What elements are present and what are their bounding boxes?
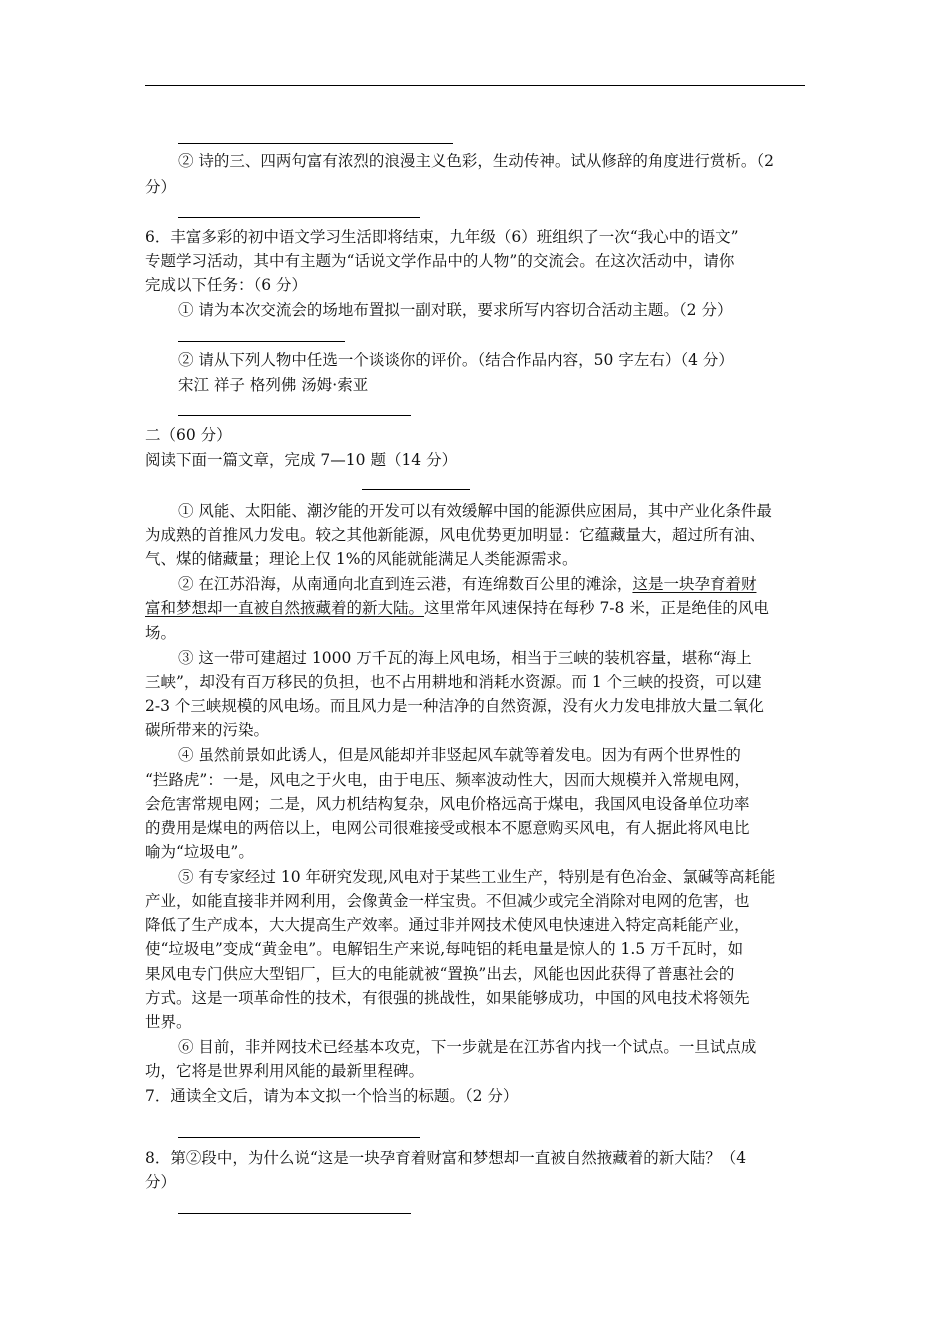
passage-p3: ③ 这一带可建超过 1000 万千瓦的海上风电场，相当于三峡的装机容量，堪称“海上 [178, 649, 752, 667]
passage-p5: 世界。 [145, 1013, 192, 1031]
answer-blank[interactable] [178, 1213, 411, 1214]
passage-p1: 为成熟的首推风力发电。较之其他新能源，风电优势更加明显：它蕴藏量大，超过所有油、 [145, 526, 766, 544]
q6-1-text: ① 请为本次交流会的场地布置拟一副对联，要求所写内容切合活动主题。（2 分） [178, 301, 733, 319]
passage-p4: 喻为“垃圾电”。 [145, 843, 254, 861]
passage-p5: 果风电专门供应大型铝厂，巨大的电能就被“置换”出去，风能也因此获得了普惠社会的 [145, 965, 735, 983]
passage-p3: 2-3 个三峡规模的风电场。而且风力是一种洁净的自然资源，没有火力发电排放大量二氧化 [145, 697, 764, 715]
passage-p2: 场。 [145, 624, 177, 642]
answer-blank[interactable] [178, 217, 420, 218]
passage-p4: 的费用是煤电的两倍以上，电网公司很难接受或根本不愿意购买风电，有人据此将风电比 [145, 819, 750, 837]
q6-text: 专题学习活动，其中有主题为“话说文学作品中的人物”的交流会。在这次活动中，请你 [145, 252, 735, 270]
passage-p4: 会危害常规电网；二是，风力机结构复杂，风电价格远高于煤电，我国风电设备单位功率 [145, 795, 750, 813]
passage-p2-text: ② 在江苏沿海，从南通向北直到连云港，有连绵数百公里的滩涂， [178, 575, 633, 593]
answer-blank[interactable] [178, 143, 453, 144]
passage-p2 [145, 572, 807, 596]
q8-text-cont: 分） [145, 1173, 177, 1191]
underlined-sentence: 这是一块孕育着财 [632, 575, 757, 593]
passage-p3: 三峡”，却没有百万移民的负担，也不占用耕地和消耗水资源。而 1 个三峡的投资，可以建 [145, 673, 762, 691]
passage-p2-text: 这里常年风速保持在每秒 7-8 米，正是绝佳的风电 [424, 599, 769, 617]
passage-p1: 气、煤的储藏量；理论上仅 1%的风能就能满足人类能源需求。 [145, 550, 578, 568]
q5-2-text: ② 诗的三、四两句富有浓烈的浪漫主义色彩，生动传神。试从修辞的角度进行赏析。（2 [178, 152, 775, 170]
q7-text: 7．通读全文后，请为本文拟一个恰当的标题。（2 分） [145, 1087, 519, 1105]
passage-p5: 产业，如能直接非并网利用，会像黄金一样宝贵。不但减少或完全消除对电网的危害，也 [145, 892, 750, 910]
q6-names: 宋江 祥子 格列佛 汤姆·索亚 [178, 376, 369, 394]
section-2-intro: 阅读下面一篇文章，完成 7—10 题（14 分） [145, 451, 458, 469]
section-2-heading: 二（60 分） [145, 426, 232, 444]
passage-p4: ④ 虽然前景如此诱人，但是风能却并非竖起风车就等着发电。因为有两个世界性的 [178, 746, 741, 764]
passage-p5: ⑤ 有专家经过 10 年研究发现,风电对于某些工业生产，特别是有色冶金、氯碱等高耗能 [178, 868, 776, 886]
underlined-sentence: 富和梦想却一直被自然掖藏着的新大陆。 [145, 599, 425, 617]
answer-blank[interactable] [178, 415, 411, 416]
answer-blank[interactable] [178, 341, 345, 342]
title-blank[interactable] [362, 489, 470, 490]
passage-p4: “拦路虎”：一是，风电之于火电，由于电压、频率波动性大，因而大规模并入常规电网， [145, 771, 750, 789]
passage-p2 [145, 596, 807, 620]
q5-2-text-cont: 分） [145, 178, 177, 196]
answer-blank[interactable] [178, 1137, 420, 1138]
passage-p5: 使“垃圾电”变成“黄金电”。电解铝生产来说,每吨铝的耗电量是惊人的 1.5 万千瓦时，如 [145, 940, 744, 958]
passage-p5: 降低了生产成本，大大提高生产效率。通过非并网技术使风电快速进入特定高耗能产业， [145, 916, 750, 934]
passage-p1: ① 风能、太阳能、潮汐能的开发可以有效缓解中国的能源供应困局，其中产业化条件最 [178, 502, 772, 520]
passage-p6: 功，它将是世界利用风能的最新里程碑。 [145, 1062, 425, 1080]
passage-p3: 碳所带来的污染。 [145, 721, 270, 739]
q8-text: 8．第②段中，为什么说“这是一块孕育着财富和梦想却一直被自然掖藏着的新大陆？（4 [145, 1149, 747, 1167]
q6-text: 完成以下任务：（6 分） [145, 276, 308, 294]
header-rule [145, 85, 805, 86]
passage-p5: 方式。这是一项革命性的技术，有很强的挑战性，如果能够成功，中国的风电技术将领先 [145, 989, 750, 1007]
q6-2-text: ② 请从下列人物中任选一个谈谈你的评价。（结合作品内容，50 字左右）（4 分） [178, 351, 734, 369]
q6-text: 6．丰富多彩的初中语文学习生活即将结束，九年级（6）班组织了一次“我心中的语文” [145, 228, 739, 246]
passage-p6: ⑥ 目前，非并网技术已经基本攻克，下一步就是在江苏省内找一个试点。一旦试点成 [178, 1038, 757, 1056]
